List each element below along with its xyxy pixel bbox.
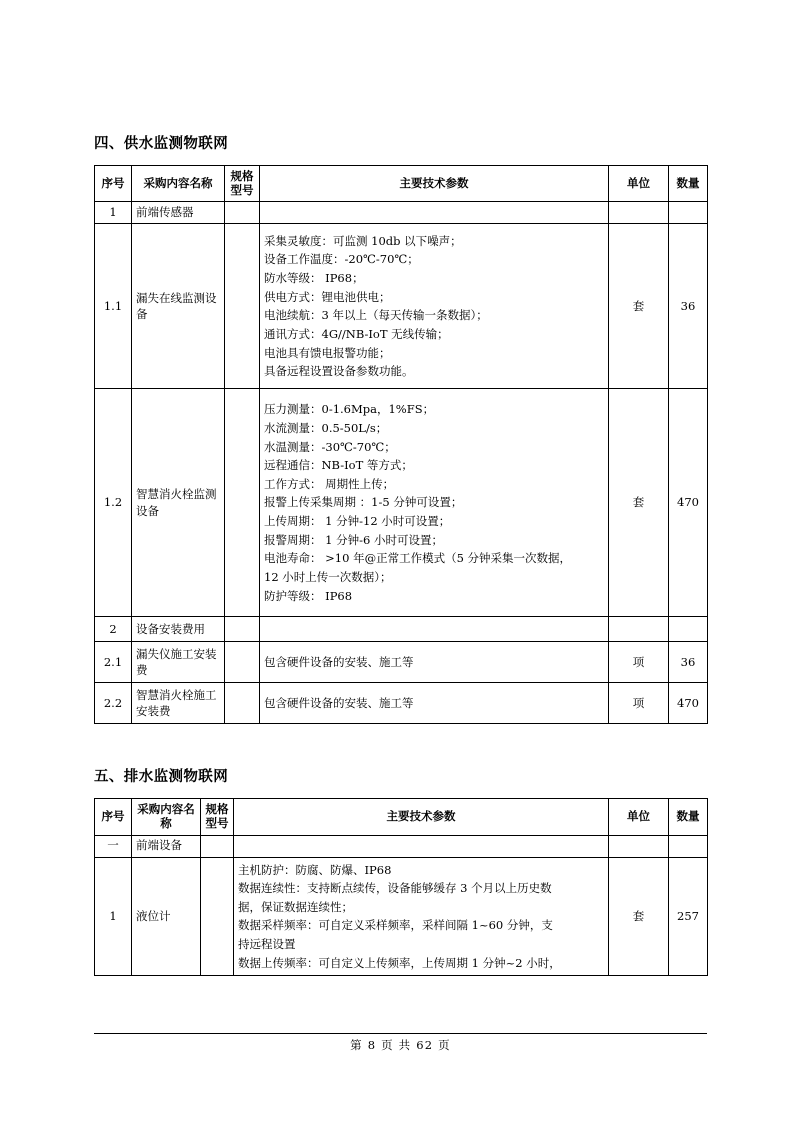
param-line: 电池具有馈电报警功能； [264, 345, 391, 360]
cell-qty: 257 [669, 857, 708, 976]
header-params: 主要技术参数 [234, 799, 609, 835]
section-title-gongshui: 四、供水监测物联网 [94, 136, 229, 152]
param-line: 水温测量：-30℃-70℃； [264, 439, 396, 454]
cell-name: 漏失仪施工安装费 [132, 642, 225, 683]
cell-qty [669, 202, 708, 224]
table-header-row [95, 799, 708, 835]
param-line: 防护等级： IP68 [264, 588, 353, 603]
cell-model [201, 835, 234, 857]
cell-qty [669, 835, 708, 857]
param-line: 水流测量：0.5-50L/s； [264, 420, 388, 435]
table-row [95, 683, 708, 724]
cell-model [201, 857, 234, 976]
cell-params [260, 389, 609, 617]
param-line: 电池寿命： >10 年@正常工作模式（5 分钟采集一次数据， [264, 551, 572, 566]
param-line: 防水等级： IP68； [264, 271, 364, 285]
table-row [95, 224, 708, 389]
procurement-table-drainage [94, 798, 708, 976]
cell-unit: 套 [609, 389, 669, 617]
table-row [95, 202, 708, 224]
cell-no: 2 [95, 617, 132, 642]
param-line: 设备工作温度：-20℃-70℃； [264, 252, 419, 267]
param-line: 报警周期： 1 分钟-6 小时可设置； [264, 532, 443, 547]
cell-name: 前端设备 [132, 835, 201, 857]
header-no: 序号 [95, 166, 132, 202]
cell-unit [609, 617, 669, 642]
cell-qty: 470 [669, 683, 708, 724]
header-qty: 数量 [669, 166, 708, 202]
param-line: 持远程设置 [238, 937, 296, 951]
cell-unit: 套 [609, 857, 669, 976]
cell-params [260, 224, 609, 389]
cell-unit [609, 835, 669, 857]
cell-model [225, 617, 260, 642]
cell-params [260, 642, 609, 683]
param-list [264, 652, 604, 673]
cell-unit: 套 [609, 224, 669, 389]
cell-name: 液位计 [132, 857, 201, 976]
cell-qty: 36 [669, 642, 708, 683]
table-header-row [95, 166, 708, 202]
param-line: 报警上传采集周期 ：1-5 分钟可设置； [264, 495, 463, 510]
table-row [95, 642, 708, 683]
header-name: 采购内容名称 [132, 166, 225, 202]
cell-name: 智慧消火栓监测设备 [132, 389, 225, 617]
cell-model [225, 389, 260, 617]
cell-no: 一 [95, 835, 132, 857]
param-line: 数据采样频率：可自定义采样频率，采样间隔 1~60 分钟，支 [238, 918, 553, 933]
page-footer: 第 8 页 共 62 页 [350, 1038, 451, 1052]
param-line: 采集灵敏度：可监测 10db 以下噪声； [264, 233, 462, 248]
cell-name: 前端传感器 [132, 202, 225, 224]
procurement-table-water-supply [94, 165, 708, 724]
table-row [95, 857, 708, 976]
cell-unit: 项 [609, 642, 669, 683]
cell-params [260, 617, 609, 642]
param-line: 通讯方式：4G//NB-IoT 无线传输； [264, 326, 449, 341]
cell-no: 2.2 [95, 683, 132, 724]
param-line: 工作方式： 周期性上传； [264, 476, 395, 491]
param-line: 数据上传频率：可自定义上传频率，上传周期 1 分钟~2 小时， [238, 955, 561, 970]
header-no: 序号 [95, 799, 132, 835]
section-spacer [94, 724, 707, 768]
cell-qty: 36 [669, 224, 708, 389]
param-line: 压力测量：0-1.6Mpa，1%FS； [264, 402, 435, 417]
param-list [264, 693, 604, 714]
param-line: 电池续航：3 年以上（每天传输一条数据）； [264, 308, 488, 323]
section-title-paishui: 五、排水监测物联网 [94, 769, 229, 786]
header-name: 采购内容名称 [132, 799, 201, 835]
cell-model [225, 224, 260, 389]
table-row [95, 617, 708, 642]
cell-no: 1 [95, 857, 132, 976]
param-list [264, 231, 604, 382]
param-list [264, 399, 604, 606]
cell-model [225, 202, 260, 224]
header-qty: 数量 [669, 799, 708, 835]
param-list [238, 845, 604, 847]
param-line: 包含硬件设备的安装、施工等 [264, 654, 414, 669]
cell-unit: 项 [609, 683, 669, 724]
cell-params [260, 202, 609, 224]
param-list [264, 212, 604, 214]
cell-params [260, 683, 609, 724]
cell-params [234, 857, 609, 976]
param-line: 主机防护：防腐、防爆、IP68 [238, 862, 392, 877]
cell-no: 1.1 [95, 224, 132, 389]
header-params: 主要技术参数 [260, 166, 609, 202]
table-row [95, 835, 708, 857]
cell-qty [669, 617, 708, 642]
cell-name: 智慧消火栓施工安装费 [132, 683, 225, 724]
param-line: 12 小时上传一次数据）； [264, 569, 392, 584]
cell-unit [609, 202, 669, 224]
param-line: 包含硬件设备的安装、施工等 [264, 695, 414, 710]
param-line: 据，保证数据连续性； [238, 899, 353, 914]
cell-name: 设备安装费用 [132, 617, 225, 642]
cell-no: 1 [95, 202, 132, 224]
param-line: 远程通信：NB-IoT 等方式； [264, 458, 413, 473]
param-line: 供电方式：锂电池供电； [264, 289, 391, 304]
cell-qty: 470 [669, 389, 708, 617]
cell-model [225, 642, 260, 683]
cell-no: 1.2 [95, 389, 132, 617]
header-unit: 单位 [609, 799, 669, 835]
param-line: 上传周期： 1 分钟-12 小时可设置； [264, 514, 451, 529]
param-line: 数据连续性：支持断点续传，设备能够缓存 3 个月以上历史数 [238, 881, 552, 896]
header-unit: 单位 [609, 166, 669, 202]
header-model: 规格型号 [201, 799, 234, 835]
param-line: 具备远程设置设备参数功能。 [264, 364, 414, 379]
cell-no: 2.1 [95, 642, 132, 683]
table-row [95, 389, 708, 617]
cell-params [234, 835, 609, 857]
param-list [238, 860, 604, 974]
cell-model [225, 683, 260, 724]
param-list [264, 628, 604, 630]
footer-divider [94, 1033, 707, 1034]
page-content [94, 135, 707, 976]
cell-name: 漏失在线监测设备 [132, 224, 225, 389]
header-model: 规格型号 [225, 166, 260, 202]
